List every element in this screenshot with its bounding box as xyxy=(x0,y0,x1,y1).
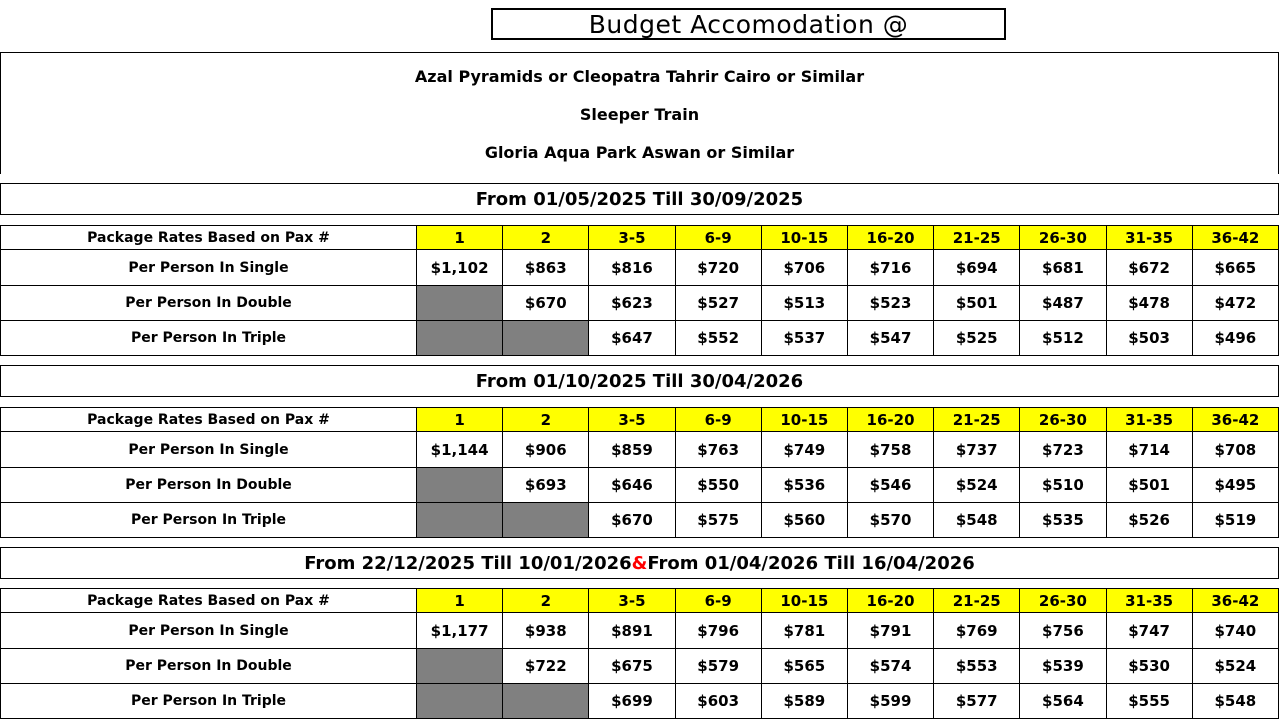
rate-cell: $524 xyxy=(1192,649,1278,684)
pax-group-header: 21-25 xyxy=(934,408,1020,432)
unavailable-cell xyxy=(503,321,589,356)
pax-group-header: 2 xyxy=(503,408,589,432)
rate-cell: $478 xyxy=(1106,286,1192,321)
rate-cell: $501 xyxy=(1106,468,1192,503)
rate-cell: $570 xyxy=(847,503,933,538)
rate-cell: $749 xyxy=(761,432,847,468)
rate-cell: $891 xyxy=(589,613,675,649)
row-label-double: Per Person In Double xyxy=(1,649,417,684)
pax-group-header: 16-20 xyxy=(847,408,933,432)
pax-group-header: 1 xyxy=(417,226,503,250)
pax-group-header: 26-30 xyxy=(1020,226,1106,250)
rate-cell: $501 xyxy=(934,286,1020,321)
rate-cell: $513 xyxy=(761,286,847,321)
rate-cell: $487 xyxy=(1020,286,1106,321)
row-label-double: Per Person In Double xyxy=(1,286,417,321)
rate-cell: $535 xyxy=(1020,503,1106,538)
pax-group-header: 6-9 xyxy=(675,589,761,613)
pax-group-header: 36-42 xyxy=(1192,226,1278,250)
rate-cell: $623 xyxy=(589,286,675,321)
rate-cell: $763 xyxy=(675,432,761,468)
rate-cell: $519 xyxy=(1192,503,1278,538)
period-2-rates-table xyxy=(0,407,1279,538)
pax-group-header: 1 xyxy=(417,589,503,613)
pax-group-header: 1 xyxy=(417,408,503,432)
unavailable-cell xyxy=(417,649,503,684)
rate-cell: $781 xyxy=(761,613,847,649)
rate-cell: $523 xyxy=(847,286,933,321)
page-title: Budget Accomodation @ xyxy=(491,8,1006,40)
rate-cell: $796 xyxy=(675,613,761,649)
rate-cell: $537 xyxy=(761,321,847,356)
rate-cell: $564 xyxy=(1020,684,1106,719)
rate-cell: $720 xyxy=(675,250,761,286)
rate-cell: $1,177 xyxy=(417,613,503,649)
rate-cell: $693 xyxy=(503,468,589,503)
rate-cell: $706 xyxy=(761,250,847,286)
rate-cell: $560 xyxy=(761,503,847,538)
rate-cell: $547 xyxy=(847,321,933,356)
rate-cell: $599 xyxy=(847,684,933,719)
pax-group-header: 36-42 xyxy=(1192,589,1278,613)
rate-row-single xyxy=(1,432,1279,468)
rate-row-single xyxy=(1,250,1279,286)
rate-cell: $526 xyxy=(1106,503,1192,538)
rate-cell: $550 xyxy=(675,468,761,503)
pax-group-header: 31-35 xyxy=(1106,408,1192,432)
pax-group-header: 26-30 xyxy=(1020,408,1106,432)
hotel-train: Sleeper Train xyxy=(579,105,700,124)
rate-cell: $510 xyxy=(1020,468,1106,503)
hotel-aswan: Gloria Aqua Park Aswan or Similar xyxy=(484,143,795,162)
unavailable-cell xyxy=(417,503,503,538)
pax-group-header: 31-35 xyxy=(1106,226,1192,250)
rate-cell: $555 xyxy=(1106,684,1192,719)
rate-cell: $740 xyxy=(1192,613,1278,649)
rate-row-double xyxy=(1,649,1279,684)
rate-row-triple xyxy=(1,503,1279,538)
rate-cell: $708 xyxy=(1192,432,1278,468)
rate-cell: $714 xyxy=(1106,432,1192,468)
rate-cell: $816 xyxy=(589,250,675,286)
row-label-triple: Per Person In Triple xyxy=(1,684,417,719)
rate-cell: $938 xyxy=(503,613,589,649)
rate-cell: $906 xyxy=(503,432,589,468)
rate-cell: $575 xyxy=(675,503,761,538)
rate-cell: $527 xyxy=(675,286,761,321)
rate-cell: $1,144 xyxy=(417,432,503,468)
header-row xyxy=(1,226,1279,250)
header-row xyxy=(1,589,1279,613)
pax-group-header: 3-5 xyxy=(589,408,675,432)
unavailable-cell xyxy=(503,503,589,538)
rate-cell: $716 xyxy=(847,250,933,286)
rate-cell: $756 xyxy=(1020,613,1106,649)
pax-group-header: 16-20 xyxy=(847,589,933,613)
period-3-title-part-2: From 01/04/2026 Till 16/04/2026 xyxy=(647,552,975,574)
rate-cell: $574 xyxy=(847,649,933,684)
rate-cell: $603 xyxy=(675,684,761,719)
rate-cell: $859 xyxy=(589,432,675,468)
rate-cell: $552 xyxy=(675,321,761,356)
pax-group-header: 6-9 xyxy=(675,408,761,432)
row-label-single: Per Person In Single xyxy=(1,613,417,649)
rate-cell: $495 xyxy=(1192,468,1278,503)
rate-cell: $472 xyxy=(1192,286,1278,321)
period-3-title-part-1: From 22/12/2025 Till 10/01/2026 xyxy=(304,552,632,574)
rate-cell: $769 xyxy=(934,613,1020,649)
pax-group-header: 31-35 xyxy=(1106,589,1192,613)
row-label-single: Per Person In Single xyxy=(1,432,417,468)
header-label: Package Rates Based on Pax # xyxy=(1,589,417,613)
pax-group-header: 21-25 xyxy=(934,589,1020,613)
rate-cell: $681 xyxy=(1020,250,1106,286)
hotels-box xyxy=(0,52,1279,174)
rate-cell: $565 xyxy=(761,649,847,684)
unavailable-cell xyxy=(417,321,503,356)
pax-group-header: 3-5 xyxy=(589,226,675,250)
pax-group-header: 3-5 xyxy=(589,589,675,613)
row-label-double: Per Person In Double xyxy=(1,468,417,503)
rate-cell: $670 xyxy=(503,286,589,321)
rate-cell: $647 xyxy=(589,321,675,356)
rate-row-triple xyxy=(1,321,1279,356)
rate-cell: $747 xyxy=(1106,613,1192,649)
rate-cell: $646 xyxy=(589,468,675,503)
unavailable-cell xyxy=(417,468,503,503)
row-label-triple: Per Person In Triple xyxy=(1,321,417,356)
rate-row-single xyxy=(1,613,1279,649)
rate-cell: $525 xyxy=(934,321,1020,356)
rate-cell: $672 xyxy=(1106,250,1192,286)
unavailable-cell xyxy=(417,684,503,719)
rate-cell: $536 xyxy=(761,468,847,503)
rate-cell: $1,102 xyxy=(417,250,503,286)
rate-cell: $863 xyxy=(503,250,589,286)
unavailable-cell xyxy=(417,286,503,321)
rate-cell: $524 xyxy=(934,468,1020,503)
period-3-rates-table xyxy=(0,588,1279,719)
rate-cell: $548 xyxy=(934,503,1020,538)
rate-cell: $722 xyxy=(503,649,589,684)
rate-cell: $694 xyxy=(934,250,1020,286)
rate-cell: $758 xyxy=(847,432,933,468)
rate-cell: $675 xyxy=(589,649,675,684)
rate-row-double xyxy=(1,286,1279,321)
rate-cell: $539 xyxy=(1020,649,1106,684)
period-3-title xyxy=(0,547,1279,579)
rate-row-double xyxy=(1,468,1279,503)
period-2-title: From 01/10/2025 Till 30/04/2026 xyxy=(0,365,1279,397)
rate-row-triple xyxy=(1,684,1279,719)
rate-cell: $577 xyxy=(934,684,1020,719)
rate-cell: $699 xyxy=(589,684,675,719)
rate-cell: $579 xyxy=(675,649,761,684)
rate-cell: $546 xyxy=(847,468,933,503)
pax-group-header: 10-15 xyxy=(761,226,847,250)
pax-group-header: 2 xyxy=(503,589,589,613)
header-label: Package Rates Based on Pax # xyxy=(1,408,417,432)
period-3-ampersand: & xyxy=(631,552,648,574)
rate-cell: $548 xyxy=(1192,684,1278,719)
rate-cell: $553 xyxy=(934,649,1020,684)
rate-cell: $791 xyxy=(847,613,933,649)
rate-cell: $737 xyxy=(934,432,1020,468)
header-row xyxy=(1,408,1279,432)
pax-group-header: 21-25 xyxy=(934,226,1020,250)
pax-group-header: 10-15 xyxy=(761,589,847,613)
pax-group-header: 16-20 xyxy=(847,226,933,250)
unavailable-cell xyxy=(503,684,589,719)
pax-group-header: 36-42 xyxy=(1192,408,1278,432)
period-1-rates-table xyxy=(0,225,1279,356)
row-label-triple: Per Person In Triple xyxy=(1,503,417,538)
rate-cell: $530 xyxy=(1106,649,1192,684)
rate-cell: $503 xyxy=(1106,321,1192,356)
row-label-single: Per Person In Single xyxy=(1,250,417,286)
pax-group-header: 26-30 xyxy=(1020,589,1106,613)
rate-cell: $670 xyxy=(589,503,675,538)
rate-cell: $589 xyxy=(761,684,847,719)
period-1-title: From 01/05/2025 Till 30/09/2025 xyxy=(0,183,1279,215)
rate-cell: $512 xyxy=(1020,321,1106,356)
pax-group-header: 6-9 xyxy=(675,226,761,250)
rate-cell: $723 xyxy=(1020,432,1106,468)
pax-group-header: 10-15 xyxy=(761,408,847,432)
pax-group-header: 2 xyxy=(503,226,589,250)
hotel-cairo: Azal Pyramids or Cleopatra Tahrir Cairo or Similar xyxy=(414,67,865,86)
rate-cell: $496 xyxy=(1192,321,1278,356)
rate-cell: $665 xyxy=(1192,250,1278,286)
header-label: Package Rates Based on Pax # xyxy=(1,226,417,250)
